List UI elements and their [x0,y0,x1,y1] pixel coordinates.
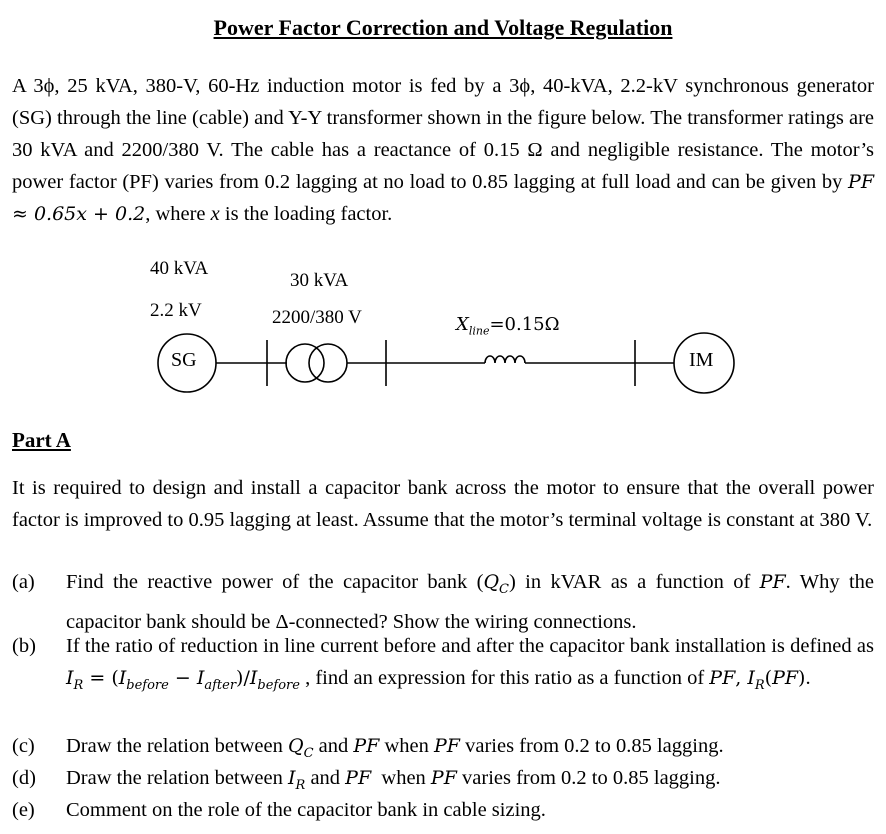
question-e [12,794,874,826]
question-b [12,630,874,702]
intro-text-a: A 3ϕ, 25 kVA, 380-V, 60-Hz induction motor is fed by a 3ϕ, 40-kVA, 2.2-kV synchronous generator (SG) through the line (cable) and Y-Y transformer shown in the figure below. The transformer ratings are 30 kVA and 2200/380 V. The cable has a reactance of 0.15 Ω and negligible resistance. The motor’s power factor (PF) varies from 0.2 lagging at no load to 0.85 lagging at full load and can be given by [12,75,874,193]
question-e-label: (e) [12,799,35,821]
gen-rating-kv: 2.2 kV [150,300,202,321]
motor-label: IM [689,349,714,371]
pf-symbol: PF [759,571,786,593]
gen-label: SG [171,349,197,371]
question-e-text: Comment on the role of the capacitor bank in cable sizing. [66,799,546,821]
line-x-symbol: X [456,314,469,335]
question-b-text-2: , find an expression for this ratio as a function of [299,667,710,689]
question-a-label: (a) [12,571,35,593]
intro-text-c: is the loading factor. [219,203,393,225]
loading-factor-var: x [210,203,220,225]
xfmr-secondary-coil [309,344,347,382]
question-d: (d) Draw the relation between $I_R$ and PF when PF varies from 0.2 to 0.85 lagging. [12,762,874,802]
intro-paragraph [12,70,874,230]
xfmr-primary-coil [286,344,324,382]
intro-text-b: , where [145,203,211,225]
question-a-text-2: ) in kVAR as a function of [508,571,760,593]
page-title: Power Factor Correction and Voltage Regulation [213,15,673,40]
line-x-value: =0.15Ω [489,314,560,335]
question-b-text-1: If the ratio of reduction in line current before and after the capacitor bank installation is defined as [66,635,874,657]
question-c: (c) Draw the relation between $Q_C$ and PF when PF varies from 0.2 to 0.85 lagging. [12,730,874,770]
xfmr-rating-kva: 30 kVA [290,270,349,291]
ir-equation: $I_R = (I_{before} - I_{after})/I_{before}$ [66,667,300,693]
part-a-heading: Part A [12,428,71,452]
qc-symbol: $Q_C$ [483,571,509,597]
line-x-subscript: line [468,324,490,338]
question-a-text-1: Find the reactive power of the capacitor bank ( [66,571,484,593]
question-b-label: (b) [12,635,36,657]
ir-function: PF, $I_R(PF)$ [709,667,806,693]
question-d-label: (d) [12,767,36,789]
line-reactance-symbol [485,356,525,363]
part-a-text: It is required to design and install a capacitor bank across the motor to ensure that the overall power factor is improved to 0.95 lagging at least. Assume that the motor’s terminal voltage is constant at 380 V. [12,477,874,531]
question-a-text-3: . Why the capacitor bank should be Δ-connected? Show the wiring connections. [66,571,874,633]
question-a [12,566,874,638]
question-b-text-3: . [805,667,811,689]
xfmr-rating-v: 2200/380 V [272,307,362,328]
gen-rating-kva: 40 kVA [150,258,209,279]
one-line-diagram [150,330,750,400]
question-c-label: (c) [12,735,35,757]
pf-formula: PF ≈ 0.65x + 0.2 [12,171,874,225]
